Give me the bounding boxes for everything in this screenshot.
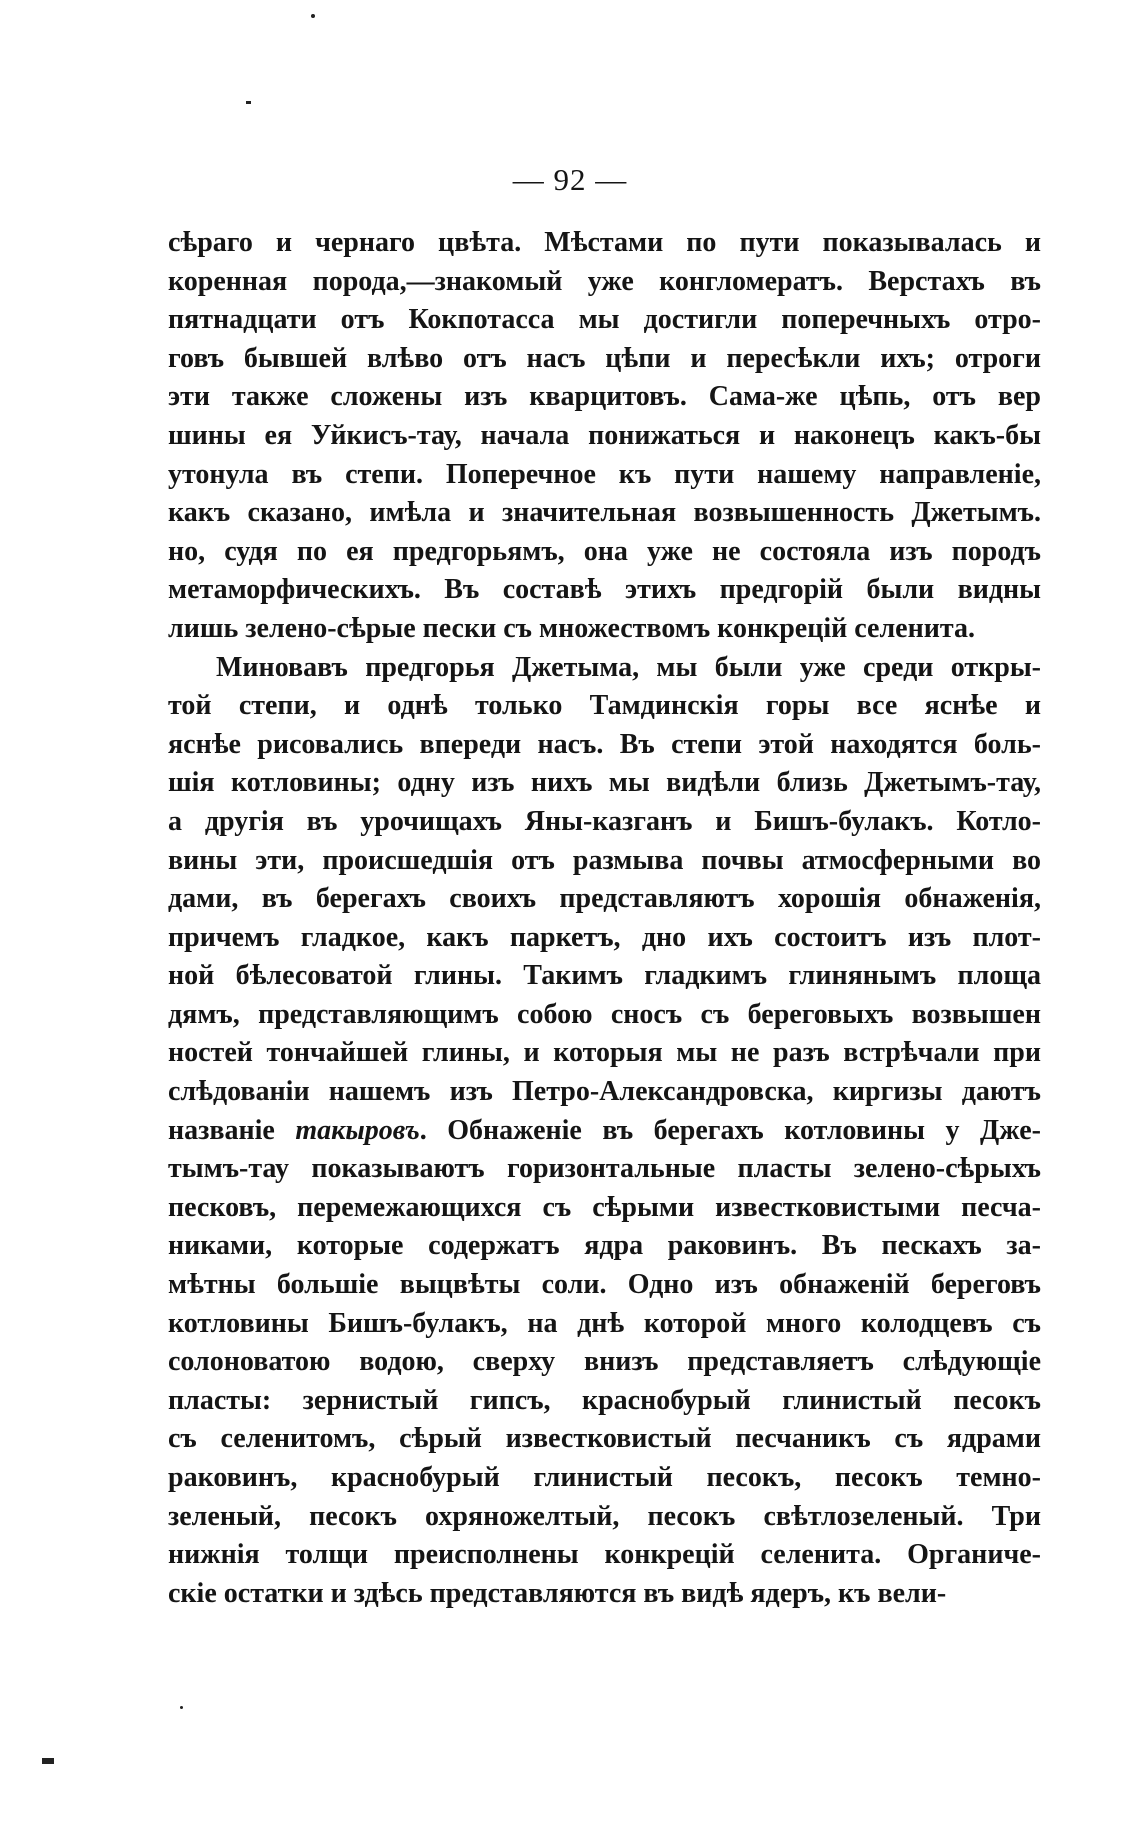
text-line: дами, въ берегахъ своихъ представляютъ хорошія обнаженія, bbox=[168, 883, 1041, 915]
text-line: шины ея Уйкисъ-тау, начала понижаться и наконецъ какъ-бы bbox=[168, 419, 1041, 451]
text-line: эти также сложены изъ кварцитовъ. Сама-же цѣпь, отъ вер bbox=[168, 381, 1041, 413]
emphasized-term: такыровъ bbox=[295, 1114, 420, 1146]
text-segment: . Обнаженіе въ берегахъ котловины у Дже- bbox=[419, 1114, 1041, 1146]
body-text bbox=[168, 224, 1041, 1613]
text-line: никами, которые содержатъ ядра раковинъ. Въ пескахъ за- bbox=[168, 1230, 1041, 1262]
text-line: зеленый, песокъ охряножелтый, песокъ свѣтлозеленый. Три bbox=[168, 1500, 1041, 1532]
text-line: какъ сказано, имѣла и значительная возвышенность Джетымъ. bbox=[168, 497, 1041, 529]
text-line: сѣраго и чернаго цвѣта. Мѣстами по пути показывалась и bbox=[168, 227, 1041, 258]
scan-speck bbox=[42, 1758, 54, 1764]
text-line: говъ бывшей влѣво отъ насъ цѣпи и пересѣкли ихъ; отроги bbox=[168, 342, 1041, 374]
text-line: тымъ-тау показываютъ горизонтальные пласты зелено-сѣрыхъ bbox=[168, 1153, 1041, 1185]
text-line: но, судя по ея предгорьямъ, она уже не состояла изъ породъ bbox=[168, 535, 1041, 567]
text-line: ностей тончайшей глины, и которыя мы не разъ встрѣчали при bbox=[168, 1037, 1041, 1069]
text-line: ной бѣлесоватой глины. Такимъ гладкимъ глинянымъ площа bbox=[168, 960, 1041, 992]
text-line: вины эти, происшедшія отъ размыва почвы атмосферными во bbox=[168, 844, 1041, 876]
text-line: слѣдованіи нашемъ изъ Петро-Александровска, киргизы даютъ bbox=[168, 1076, 1041, 1108]
scan-speck bbox=[180, 1706, 183, 1709]
scan-speck bbox=[246, 101, 251, 104]
text-line: коренная порода,—знакомый уже конгломератъ. Верстахъ въ bbox=[168, 265, 1041, 297]
text-line: раковинъ, краснобурый глинистый песокъ, песокъ темно- bbox=[168, 1462, 1041, 1493]
text-line-with-emphasis bbox=[168, 1112, 1041, 1151]
text-line: дямъ, представляющимъ собою сносъ съ береговыхъ возвышен bbox=[168, 998, 1041, 1030]
paragraph-start-line: Миновавъ предгорья Джетыма, мы были уже среди откры- bbox=[216, 651, 1041, 683]
text-line: причемъ гладкое, какъ паркетъ, дно ихъ состоитъ изъ плот- bbox=[168, 921, 1041, 953]
page-number: — 92 — bbox=[512, 162, 628, 197]
scan-speck bbox=[311, 14, 315, 18]
text-line: нижнія толщи преисполнены конкрецій селенита. Органиче- bbox=[168, 1539, 1041, 1571]
text-line: котловины Бишъ-булакъ, на днѣ которой много колодцевъ съ bbox=[168, 1307, 1041, 1339]
text-line: скіе остатки и здѣсь представляются въ видѣ ядеръ, къ вели- bbox=[168, 1577, 947, 1609]
text-line: а другія въ урочищахъ Яны-казганъ и Бишъ-булакъ. Котло- bbox=[168, 805, 1041, 837]
text-segment: названіе bbox=[168, 1114, 275, 1146]
text-line: солоноватою водою, сверху внизъ представляетъ слѣдующіе bbox=[168, 1346, 1041, 1378]
text-line: лишь зелено-сѣрые пески съ множествомъ конкрецій селенита. bbox=[168, 612, 975, 644]
text-line: пятнадцати отъ Кокпотасса мы достигли поперечныхъ отро- bbox=[168, 304, 1041, 336]
text-line: песковъ, перемежающихся съ сѣрыми известковистыми песча- bbox=[168, 1191, 1041, 1223]
text-line: пласты: зернистый гипсъ, краснобурый глинистый песокъ bbox=[168, 1384, 1041, 1416]
text-line: съ селенитомъ, сѣрый известковистый песчаникъ съ ядрами bbox=[168, 1423, 1041, 1455]
text-line: той степи, и однѣ только Тамдинскія горы все яснѣе и bbox=[168, 690, 1041, 722]
text-line: шія котловины; одну изъ нихъ мы видѣли близь Джетымъ-тау, bbox=[168, 767, 1041, 799]
text-line: утонула въ степи. Поперечное къ пути нашему направленіе, bbox=[168, 458, 1041, 490]
text-line: метаморфическихъ. Въ составѣ этихъ предгорій были видны bbox=[168, 574, 1041, 606]
text-line: яснѣе рисовались впереди насъ. Въ степи этой находятся боль- bbox=[168, 728, 1041, 760]
text-line: мѣтны большіе выцвѣты соли. Одно изъ обнаженій береговъ bbox=[168, 1269, 1041, 1301]
